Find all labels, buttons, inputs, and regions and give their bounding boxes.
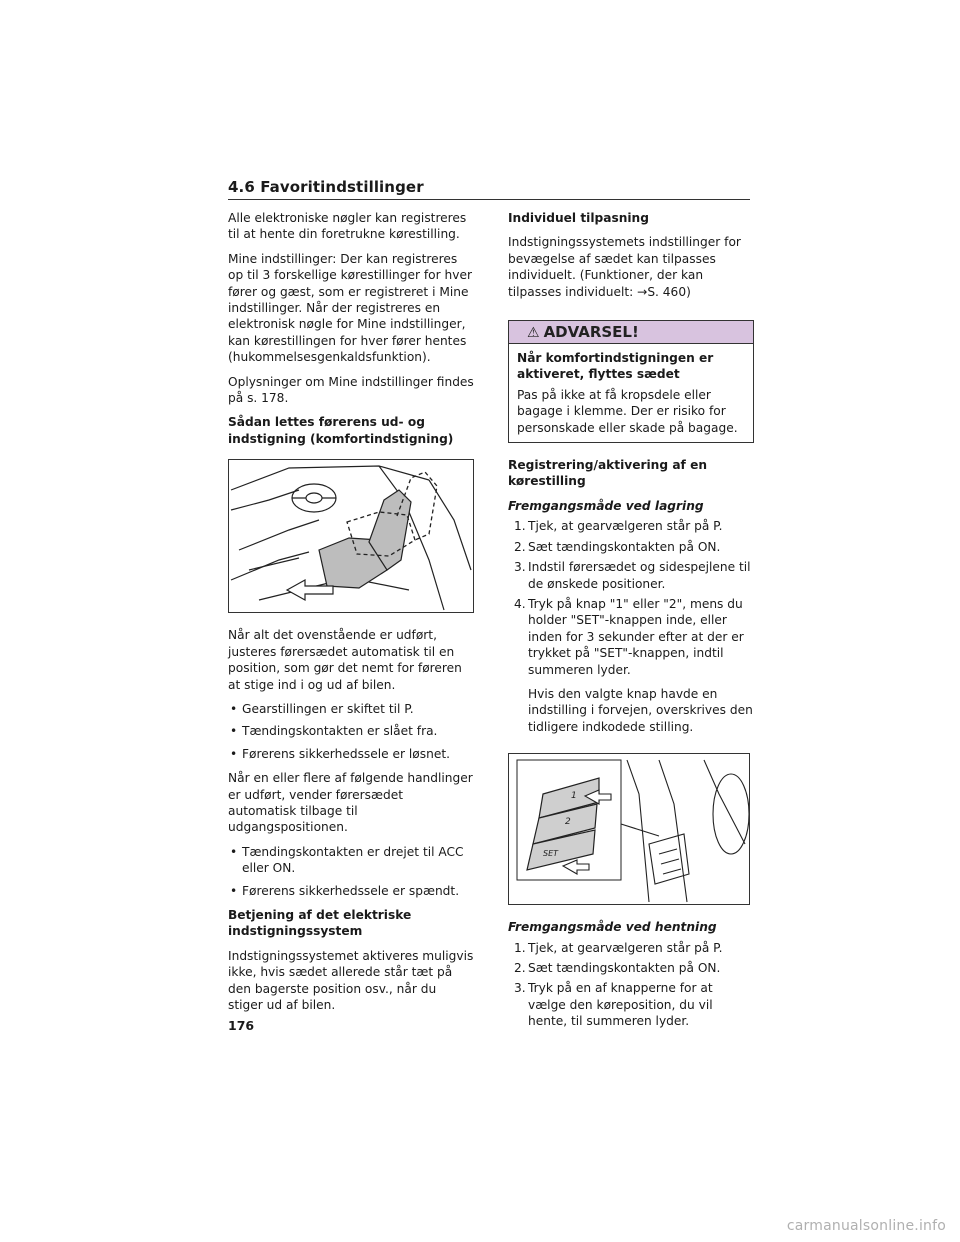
step-number: 2. [514,960,526,975]
step-list [508,940,754,1030]
step-number: 3. [514,981,526,996]
section-header: 4.6 Favoritindstillinger [228,178,424,196]
step-item [508,539,754,555]
step-text: Sæt tændingskontakten på ON. [528,539,721,554]
bullet-list [228,844,474,899]
step-number: 1. [514,519,526,534]
step-list [508,518,754,735]
right-column [508,210,754,1038]
paragraph: Indstigningssystemets indstillinger for bevægelse af sædet kan tilpasses individuelt. (Funktioner, der kan tilpasses individuelt: →S. 460) [508,235,741,299]
step-item [508,596,754,735]
subheading: Registrering/aktivering af en kørestilling [508,458,708,489]
paragraph: Når alt det ovenstående er udført, justeres førersædet automatisk til en position, som gør det nemt for føreren at stige ind i og ud af bilen. [228,628,462,692]
step-text: Sæt tændingskontakten på ON. [528,960,721,975]
step-item [508,960,754,976]
seat-drawing [229,460,473,612]
warning-icon: ⚠ [527,325,540,342]
step-number: 1. [514,940,526,955]
step-item [508,559,754,592]
step-item [508,980,754,1029]
left-column [228,210,474,1021]
bullet-list [228,701,474,762]
step-number: 3. [514,560,526,575]
list-item: • Gearstillingen er skiftet til P. [228,701,474,717]
warning-label: ADVARSEL! [543,323,639,342]
list-item: • Førerens sikkerhedssele er spændt. [228,883,474,899]
paragraph: Indstigningssystemet aktiveres muligvis ikke, hvis sædet allerede står tæt på den bagerste position osv., når du stiger ud af bilen. [228,948,474,1012]
warning-body [509,344,753,442]
step-note: Hvis den valgte knap havde en indstilling i forvejen, overskrives den tidligere indkodede stilling. [528,686,753,734]
warning-header [509,321,753,344]
paragraph: Mine indstillinger: Der kan registreres op til 3 forskellige kørestillinger for hver fører og gæst, som er registreret i Mine indstillinger. Når der registreres en elektronisk nøgle for Mine indstillinger, kan kørestillingen for hver fører hentes (hukommelsesgenkaldsfunktion). [228,251,472,365]
paragraph: Alle elektroniske nøgler kan registreres til at hente din foretrukne kørestilling. [228,211,467,242]
paragraph: Når en eller flere af følgende handlinger er udført, vender førersædet automatisk tilbage til udgangspositionen. [228,771,473,835]
memory-buttons-drawing [509,754,749,904]
subheading: Betjening af det elektriske indstigningssystem [228,907,412,939]
section-rule [228,199,750,200]
warning-title: Når komfortindstigningen er aktiveret, flyttes sædet [517,351,714,382]
step-item [508,518,754,534]
button-2-label: 2 [565,817,571,828]
procedure-title: Fremgangsmåde ved hentning [508,920,717,935]
list-item: • Tændingskontakten er slået fra. [228,723,474,739]
subheading: Individuel tilpasning [508,211,649,225]
button-1-label: 1 [571,791,577,802]
step-text: Indstil førersædet og sidespejlene til de ønskede positioner. [528,560,751,591]
set-button-label: SET [543,849,559,859]
step-text: Tryk på knap "1" eller "2", mens du holder "SET"-knappen inde, eller inden for 3 sekunder efter at der er trykket på "SET"-knappen, indtil summeren lyder. [528,596,744,677]
step-number: 2. [514,539,526,554]
paragraph: Oplysninger om Mine indstillinger findes på s. 178. [228,374,474,406]
step-text: Tjek, at gearvælgeren står på P. [528,519,723,534]
step-number: 4. [514,596,526,611]
watermark: carmanualsonline.info [786,1218,946,1234]
list-item: • Tændingskontakten er drejet til ACC eller ON. [228,844,474,877]
warning-box [508,320,754,443]
subheading: Sådan lettes førerens ud- og indstigning (komfortindstigning) [228,415,454,446]
step-text: Tryk på en af knapperne for at vælge den køreposition, du vil hente, til summeren lyder. [528,981,713,1029]
procedure-title: Fremgangsmåde ved lagring [508,498,704,513]
step-item [508,940,754,956]
page-number: 176 [228,1018,255,1033]
step-text: Tjek, at gearvælgeren står på P. [528,940,723,955]
list-item: • Førerens sikkerhedssele er løsnet. [228,746,474,762]
memory-buttons-illustration [508,753,750,905]
seat-illustration [228,459,474,613]
warning-text: Pas på ikke at få kropsdele eller bagage i klemme. Der er risiko for personskade eller skade på bagage. [517,387,738,435]
